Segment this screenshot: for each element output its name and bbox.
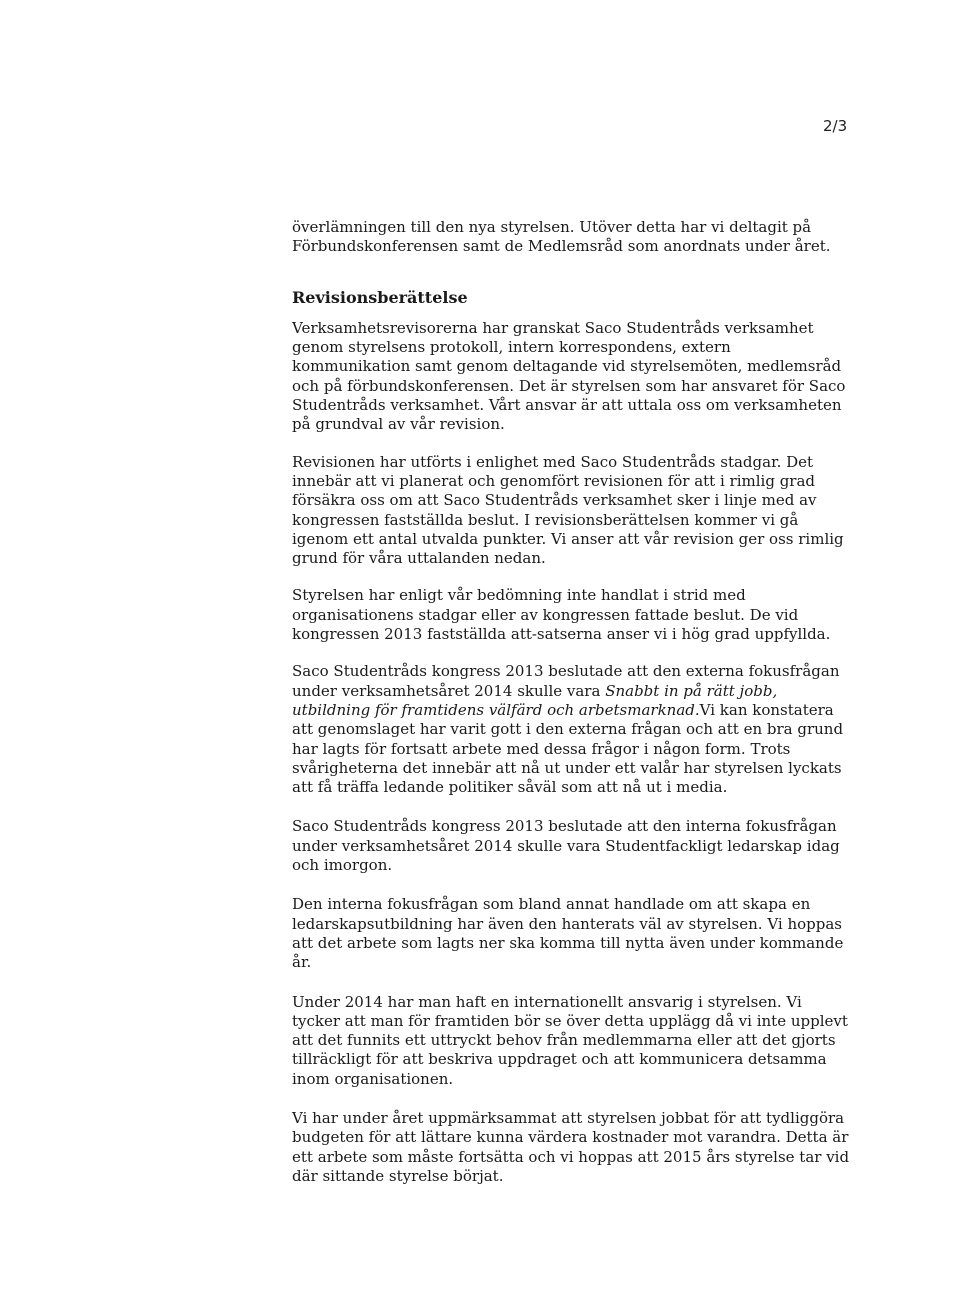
paragraph-internal-focus: Saco Studentråds kongress 2013 beslutade att den interna fokusfrågan under verksamhetsåret 2014 skulle vara Studentfackligt ledarskap idag och imorgon. <box>292 817 840 875</box>
external-focus-title: Snabbt in på rätt jobb, utbildning för framtidens välfärd och arbetsmarknad. <box>292 681 778 719</box>
external-focus-text-before: Saco Studentråds kongress 2013 beslutade att den externa fokusfrågan under verksamhetsåret 2014 skulle vara <box>292 662 840 700</box>
paragraph-external-focus <box>292 662 852 797</box>
section-heading: Revisionsberättelse <box>292 287 468 307</box>
paragraph-intro: överlämningen till den nya styrelsen. Utöver detta har vi deltagit på Förbundskonferensen samt de Medlemsråd som anordnats under året. <box>292 218 831 256</box>
paragraph-leadership-training: Den interna fokusfrågan som bland annat handlade om att skapa en ledarskapsutbildning har även den hanterats väl av styrelsen. Vi hoppas att det arbete som lagts ner ska komma till nytta även under kommande år. <box>292 895 844 972</box>
page-number: 2/3 <box>823 117 848 135</box>
paragraph-revision-scope: Verksamhetsrevisorerna har granskat Saco Studentråds verksamhet genom styrelsens protokoll, intern korrespondens, extern kommunikation samt genom deltagande vid styrelsemöten, medlemsråd och på förbundskonferensen. Det är styrelsen som har ansvaret för Saco Studentråds verksamhet. Vårt ansvar är att uttala oss om verksamheten på grundval av vår revision. <box>292 318 846 434</box>
paragraph-budget: Vi har under året uppmärksammat att styrelsen jobbat för att tydliggöra budgeten för att lättare kunna värdera kostnader mot varandra. Detta är ett arbete som måste fortsätta och vi hoppas att 2015 års styrelse tar vid där sittande styrelse börjat. <box>292 1108 850 1185</box>
paragraph-international: Under 2014 har man haft en internationellt ansvarig i styrelsen. Vi tycker att man för framtiden bör se över detta upplägg då vi inte upplevt att det funnits ett uttryckt behov från medlemmarna eller att det gjorts tillräckligt för att beskriva uppdraget och att kommunicera detsamma inom organisationen. <box>292 992 848 1088</box>
paragraph-revision-method: Revisionen har utförts i enlighet med Saco Studentråds stadgar. Det innebär att vi planerat och genomfört revisionen för att i rimlig grad försäkra oss om att Saco Studentråds verksamhet sker i linje med av kongressen fastställda beslut. I revisionsberättelsen kommer vi gå igenom ett antal utvalda punkter. Vi anser att vår revision ger oss rimlig grund för våra uttalanden nedan. <box>292 452 844 568</box>
document-body <box>292 218 852 1186</box>
external-focus-text-after: Vi kan konstatera att genomslaget har varit gott i den externa frågan och att en bra grund har lagts för fortsatt arbete med dessa frågor i någon form. Trots svårigheterna det innebär att nå ut under ett valår har styrelsen lyckats att få träffa ledande politiker såväl som att nå ut i media. <box>292 700 844 797</box>
paragraph-board-compliance: Styrelsen har enligt vår bedömning inte handlat i strid med organisationens stadgar eller av kongressen fattade beslut. De vid kongressen 2013 fastställda att-satserna anser vi i hög grad uppfyllda. <box>292 586 831 644</box>
